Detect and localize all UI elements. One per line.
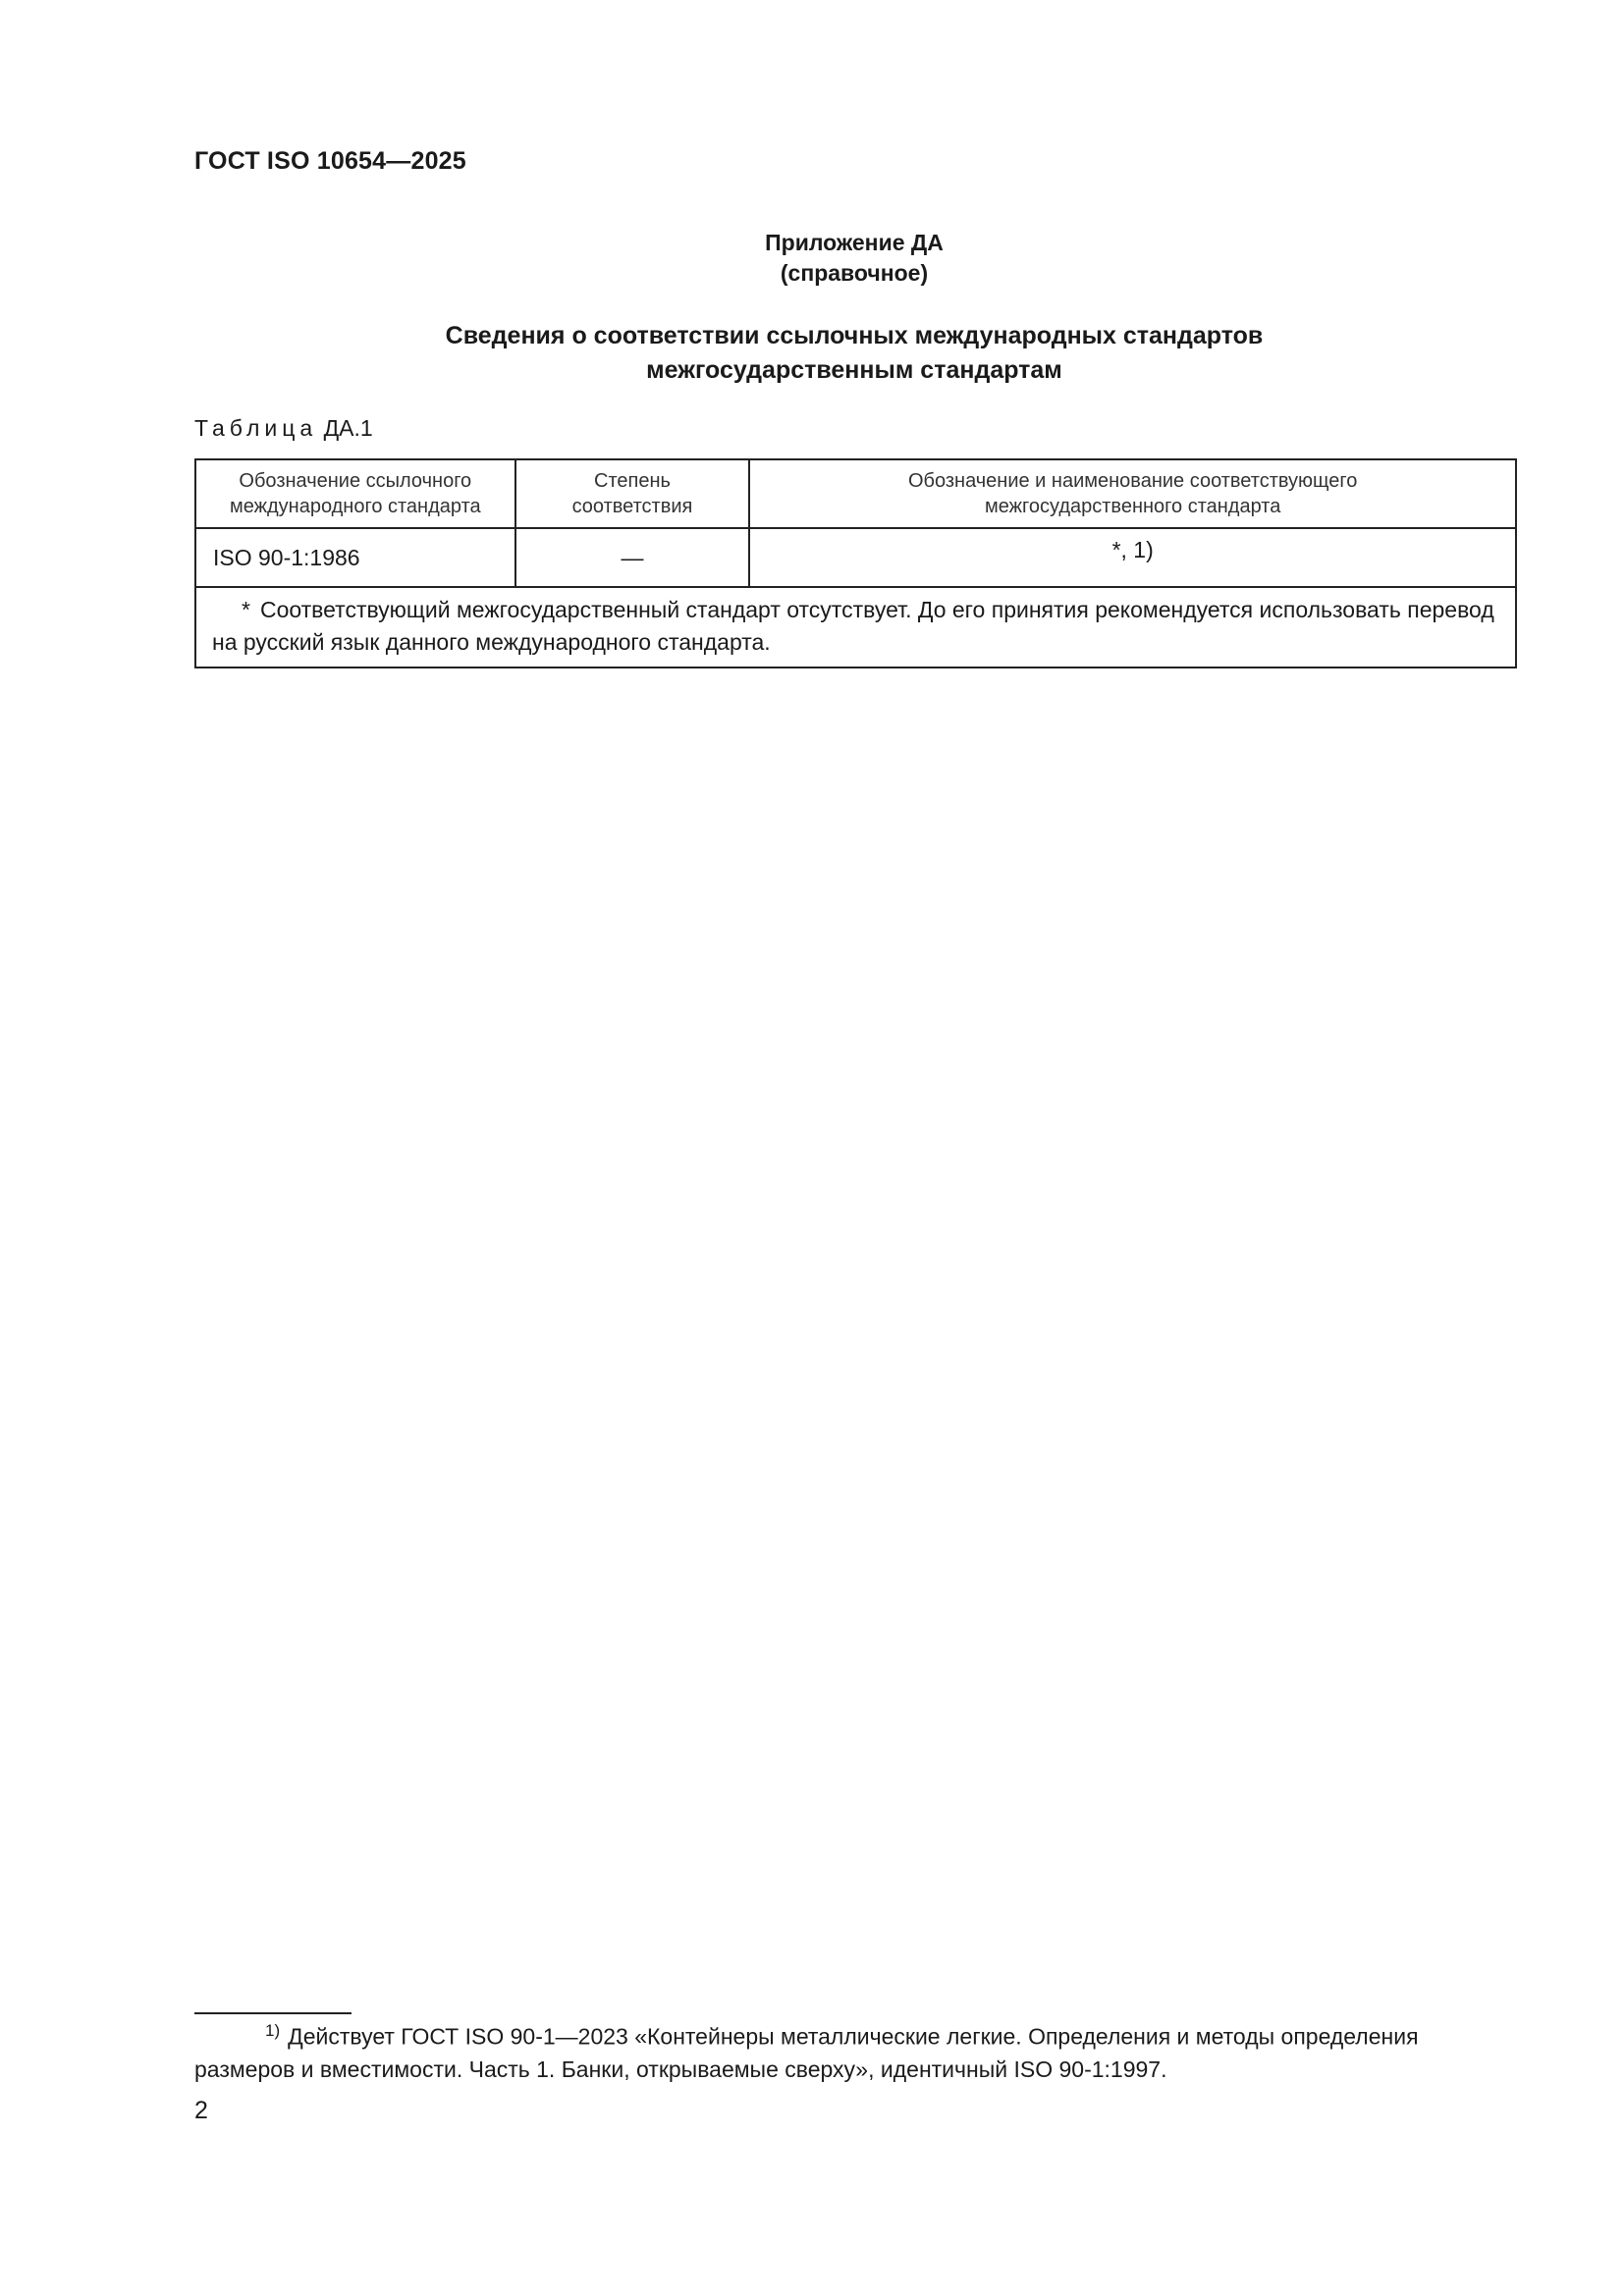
cell-degree: —: [515, 528, 750, 587]
section-title-line-1: Сведения о соответствии ссылочных международных стандартов: [445, 322, 1264, 349]
reference-standards-table: [194, 458, 1517, 668]
table-caption-label: Таблица: [194, 415, 318, 441]
footnote-marker: 1): [265, 2021, 281, 2040]
table-caption: [194, 415, 373, 442]
table-row: [195, 528, 1516, 587]
column-header-degree: Степень соответствия: [515, 459, 750, 528]
appendix-title: Приложение ДА: [765, 230, 944, 255]
table-note-row: [195, 587, 1516, 667]
section-title: [0, 319, 1624, 388]
section-title-line-2: межгосударственным стандартам: [646, 356, 1062, 384]
cell-interstate-standard: *, 1): [749, 528, 1516, 587]
document-header: ГОСТ ISO 10654—2025: [194, 147, 466, 175]
table-note: [195, 587, 1516, 667]
appendix-type: (справочное): [780, 260, 929, 286]
table-caption-number: ДА.1: [323, 415, 373, 441]
footnote: [194, 2014, 1520, 2086]
table-header-row: [195, 459, 1516, 528]
footnote-text: Действует ГОСТ ISO 90-1—2023 «Контейнеры металлические легкие. Определения и методы определения размеров и вместимости. Часть 1. Банки, открываемые сверху», идентичный ISO 90-1:1997.: [194, 2023, 1419, 2082]
table-note-text: Соответствующий межгосударственный стандарт отсутствует. До его принятия рекомендуется использовать перевод на русский язык данного международного стандарта.: [212, 597, 1494, 655]
appendix-heading: [0, 228, 1624, 289]
table-note-marker: *: [242, 597, 250, 622]
page-number: 2: [194, 2097, 208, 2124]
column-header-interstate-standard: Обозначение и наименование соответствующего межгосударственного стандарта: [749, 459, 1516, 528]
cell-reference-code: ISO 90-1:1986: [195, 528, 515, 587]
column-header-reference-standard: Обозначение ссылочного международного стандарта: [195, 459, 515, 528]
